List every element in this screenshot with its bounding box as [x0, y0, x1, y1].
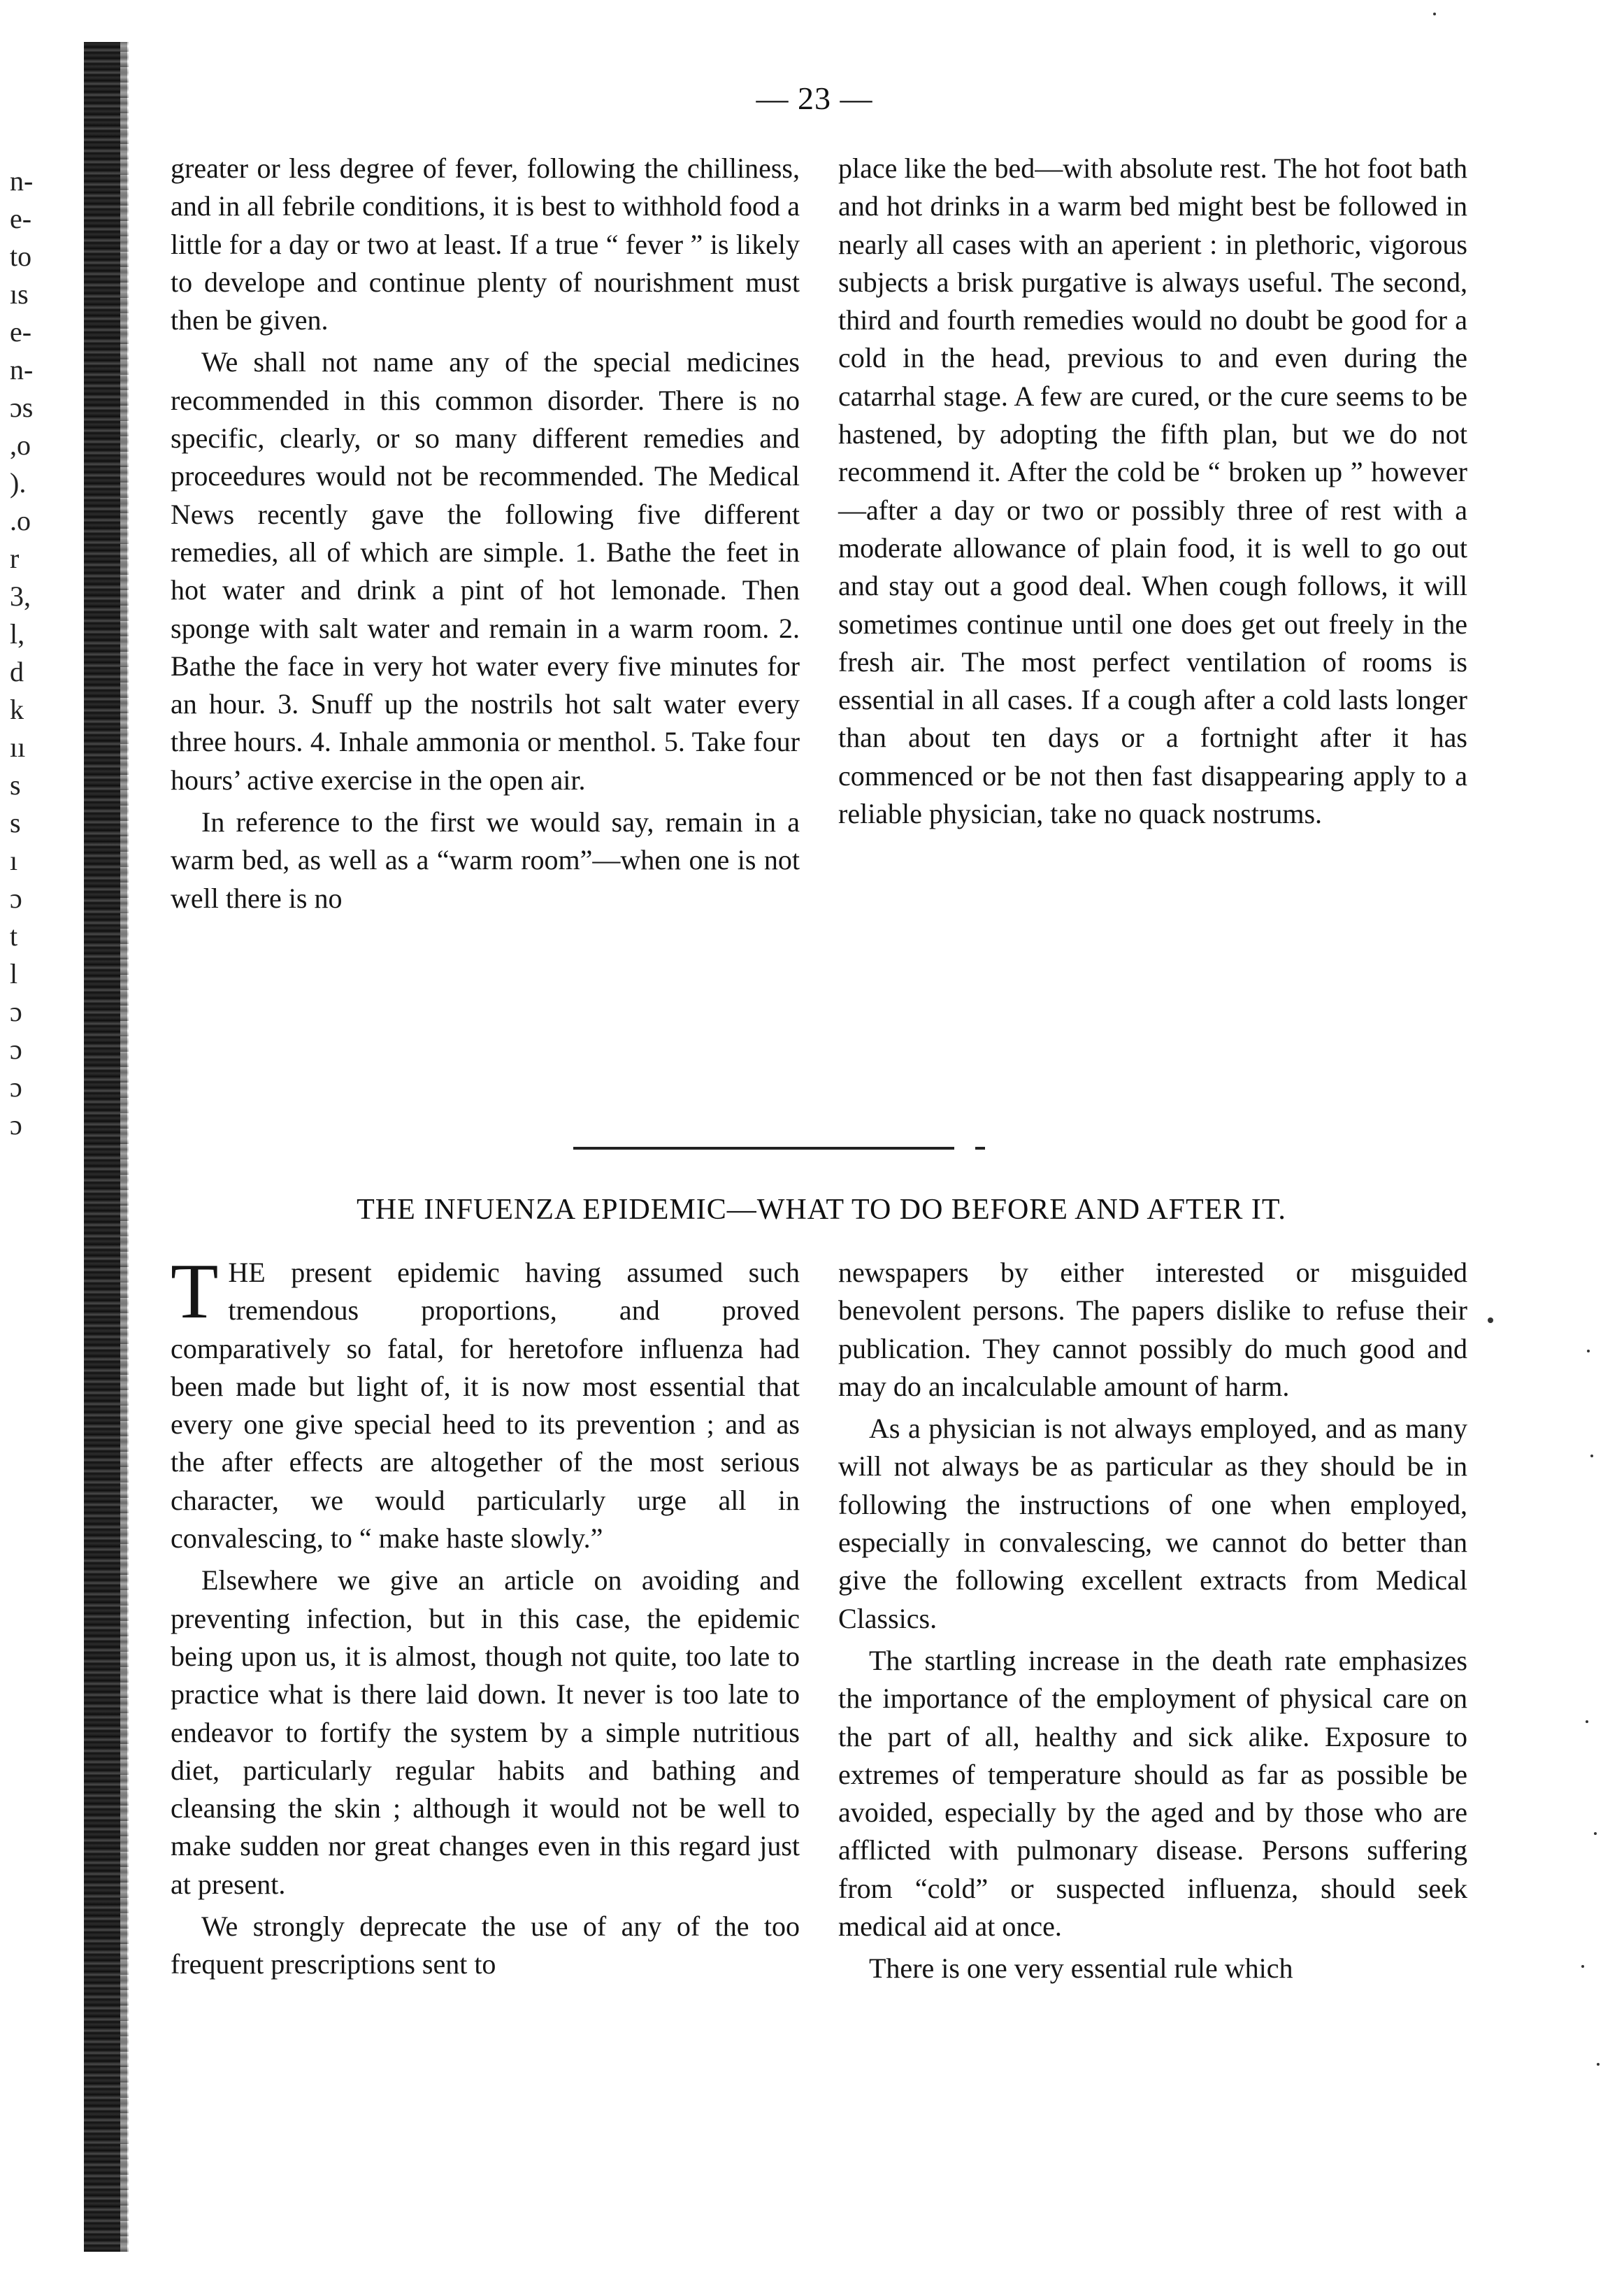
margin-fragment: ɔ	[10, 1034, 22, 1065]
article-title: THE INFUENZA EPIDEMIC—WHAT TO DO BEFORE AND AFTER IT.	[357, 1194, 1286, 1226]
margin-fragment: ).	[10, 467, 27, 499]
margin-fragment: s	[10, 769, 21, 801]
scan-speck	[1587, 1350, 1590, 1352]
margin-fragment: 3,	[10, 580, 31, 612]
margin-fragment: e-	[10, 203, 32, 234]
margin-fragment: ı	[10, 845, 18, 876]
paragraph: In reference to the first we would say, remain in a warm bed, as well as a “warm room”—when one is not well there is no	[171, 806, 800, 914]
paragraph: newspapers by either interested or misguided benevolent persons. The papers dislike to refuse their publication. They cannot possibly do much good and may do an incalculable amount of harm.	[838, 1257, 1467, 1402]
first-word-rest: HE	[228, 1257, 266, 1288]
binding-edge-highlight	[120, 42, 129, 2252]
paragraph: We strongly deprecate the use of any of the too frequent prescriptions sent to	[171, 1910, 800, 1980]
margin-fragment: ɔ	[10, 996, 22, 1027]
paragraph: As a physician is not always employed, and as many will not always be as particular as they should be in following the instructions of one when employed, especially in convalescing, we cannot do better than give the following excellent extracts from Medical Classics.	[838, 1413, 1467, 1634]
margin-fragment: ɔs	[10, 392, 34, 423]
margin-fragment: k	[10, 694, 24, 725]
paragraph: The startling increase in the death rate emphasizes the importance of the employment of physical care on the part of all, healthy and sick alike. Exposure to extremes of temperature should as far as possible be avoided, especially by the aged and by those who are afflicted with pulmonary disease. Persons suffering from “cold” or suspected influenza, should seek medical aid at once.	[838, 1644, 1467, 1943]
paragraph: place like the bed—with absolute rest. The hot foot bath and hot drinks in a warm bed might best be followed in nearly all cases with an aperient : in plethoric, vigorous subjects a brisk purgative is always useful. The second, third and fourth remedies would no doubt be good for a cold in the head, previous to and even during the catarrhal stage. A few are cured, or the cure seems to be hastened, by adopting the fifth plan, but we do not recommend it. After the cold be “ broken up ” however—after a day or two or possibly three of rest with a moderate allowance of plain food, it is well to go out and stay out a good deal. When cough follows, it will sometimes continue until one does get out freely in the fresh air. The most perfect ventilation of rooms is essential in all cases. If a cough after a cold lasts longer than about ten days or a fortnight after it has commenced or be not then fast disappearing apply to a reliable physician, take no quack nostrums.	[838, 152, 1467, 830]
scan-speck	[1488, 1317, 1493, 1323]
scan-speck	[1586, 1720, 1588, 1723]
paragraph-text: present epidemic having assumed such tremendous proportions, and proved comparatively so fatal, for heretofore influenza had been made but light of, it is now most essential that every one give special heed to its prevention ; and as the after effects are altogether of the most serious character, we would particularly urge all in convalescing, to “ make haste slowly.”	[171, 1257, 800, 1555]
margin-fragment: t	[10, 920, 18, 952]
margin-fragment: n-	[10, 354, 34, 385]
margin-fragment: s	[10, 807, 21, 838]
top-left-column	[171, 150, 800, 917]
previous-page-margin-fragments	[10, 162, 59, 1144]
margin-fragment: ıı	[10, 731, 26, 763]
drop-cap: T	[171, 1248, 219, 1335]
margin-fragment: n-	[10, 165, 34, 197]
paragraph: Elsewhere we give an article on avoiding and preventing infection, but in this case, the epidemic being upon us, it is almost, though not quite, too late to practice what is there laid down. It never is too late to endeavor to fortify the system by a simple nutritious diet, particularly regular habits and bathing and cleansing the skin ; although it would not be well to make sudden nor great changes even in this regard just at present.	[171, 1564, 800, 1900]
bottom-right-column	[838, 1254, 1467, 1988]
section-divider	[573, 1147, 954, 1150]
paragraph: greater or less degree of fever, following the chilliness, and in all febrile conditions, it is best to withhold food a little for a day or two at least. If a true “ fever ” is likely to develope and continue plenty of nourishment must then be given.	[171, 152, 800, 336]
margin-fragment: ɔ	[10, 1109, 22, 1141]
margin-fragment: ıs	[10, 278, 29, 310]
margin-fragment: ɔ	[10, 883, 22, 914]
top-right-column	[838, 150, 1467, 833]
margin-fragment: l,	[10, 618, 25, 650]
paragraph: There is one very essential rule which	[869, 1952, 1293, 1985]
margin-fragment: to	[10, 241, 32, 272]
scan-speck	[1433, 13, 1436, 15]
scan-speck	[1597, 2063, 1600, 2066]
margin-fragment: ɔ	[10, 1071, 22, 1103]
bottom-left-column	[171, 1248, 800, 1984]
paragraph: We shall not name any of the special medicines recommended in this common disorder. There is no specific, clearly, or so many different remedies and proceedures would not be recommended. The Medical News recently gave the following five different remedies, all of which are simple. 1. Bathe the feet in hot water and drink a pint of hot lemonade. Then sponge with salt water and remain in a warm room. 2. Bathe the face in very hot water every five minutes for an hour. 3. Snuff up the nostrils hot salt water every three hours. 4. Inhale ammonia or menthol. 5. Take four hours’ active exercise in the open air.	[171, 346, 800, 796]
scan-speck	[1581, 1965, 1584, 1968]
first-paragraph	[171, 1248, 800, 1557]
margin-fragment: d	[10, 656, 24, 687]
margin-fragment: r	[10, 543, 20, 574]
margin-fragment: ,o	[10, 429, 31, 461]
scan-speck	[1594, 1832, 1597, 1835]
section-divider-dash	[975, 1147, 985, 1150]
scan-speck	[1590, 1455, 1593, 1457]
margin-fragment: .o	[10, 505, 31, 536]
page-number: — 23 —	[756, 80, 873, 116]
margin-fragment: e-	[10, 316, 32, 348]
margin-fragment: l	[10, 958, 18, 989]
